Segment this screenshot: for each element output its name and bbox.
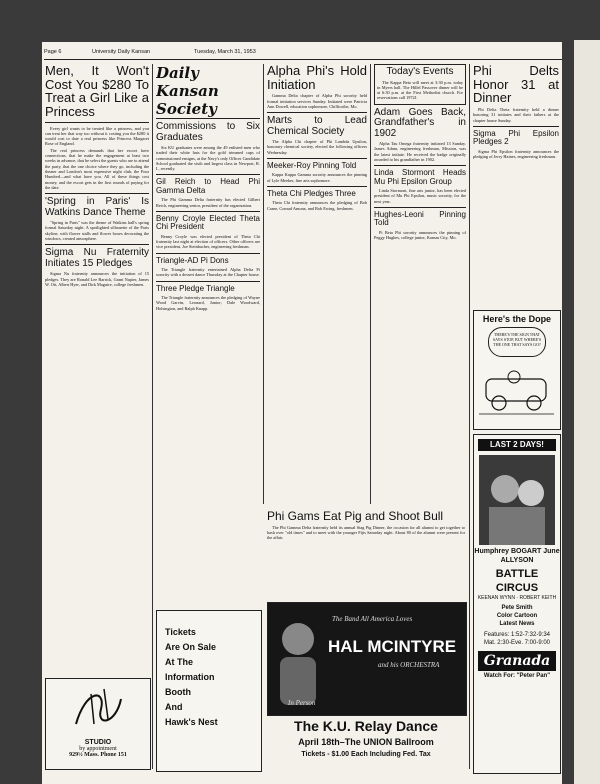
movie-stars: Humphrey BOGART June ALLYSON (474, 548, 560, 564)
column-3 (267, 64, 367, 504)
adam-headline: Adam Goes Back, Grandfather's in 1902 (374, 106, 466, 139)
extra-2: Color Cartoon (496, 613, 538, 619)
spring-headline: 'Spring in Paris' Is Watkins Dance Theme (45, 196, 149, 218)
in-person-label: In Person (288, 699, 316, 707)
hughes-body: Pi Beta Phi sorority announces the pinning of Peggy Hughes, college junior, Kansas City, Mo. (374, 229, 466, 241)
tickets-line-1: Tickets (165, 627, 196, 637)
three-pledge-body: The Triangle fraternity announces the pledging of Wayne Wood Garvin, Leonard, Junior; Dale Woodward, Holsington, and Ralph Knapp. (156, 294, 260, 311)
tickets-ad (156, 610, 262, 772)
newspaper-page (42, 42, 562, 784)
theater-name: Granada (478, 651, 556, 671)
reich-headline: Gil Reich to Head Phi Gamma Delta (156, 177, 260, 195)
page-number: Page 6 (44, 49, 62, 55)
theta-chi-headline: Theta Chi Pledges Three (267, 189, 356, 199)
relay-dance-date: April 18th–The UNION Ballroom (298, 737, 434, 747)
matinee-times: Mat. 2:30-Eve. 7:00-9:00 (483, 640, 551, 646)
tickets-line-2: Are On Sale (165, 642, 217, 652)
cartoon-speech-bubble: THERE'S THE SIGN THAT SAYS STOP, BUT WHERE'S THE ONE THAT SAYS GO? (488, 327, 546, 357)
last-days-banner: LAST 2 DAYS! (478, 439, 556, 451)
column-1 (45, 64, 149, 672)
meeker-headline: Meeker-Roy Pinning Told (267, 161, 357, 171)
column-4 (374, 64, 466, 504)
linda-body: Linda Stormont, fine arts junior, has been elected president of Mu Phi Epsilon, music sorority, for the next year. (374, 188, 466, 204)
studio-ad (45, 678, 151, 770)
events-box (374, 64, 466, 105)
commissions-headline: Commissions to Six Graduates (156, 121, 260, 143)
studio-address: 929½ Mass. Phone 151 (69, 752, 127, 758)
studio-logo-icon (46, 679, 150, 734)
alpha-phi-body: Gamma Delta chapter of Alpha Phi sorority held formal initiation services Sunday. Initiated were Patricia Ann Dowell, education sophomore, Chillicothe, Mo. (267, 93, 367, 109)
hal-name: HAL MCINTYRE (328, 637, 457, 656)
column-5 (473, 64, 559, 304)
events-headline: Today's Events (386, 66, 454, 77)
phi-delts-headline: Phi Delts Honor 31 at Dinner (473, 64, 559, 106)
relay-dance-banner (267, 718, 465, 770)
cartoon-title: Here's the Dope (482, 314, 552, 324)
alpha-phi-headline: Alpha Phi's Hold Initiation (267, 64, 367, 92)
society-column (156, 64, 260, 604)
croyle-body: Benny Croyle was elected president of Theta Chi fraternity last night at election of officers. Other officers are vice president, Joe Steinbacher, engineering freshman. (156, 233, 260, 250)
studio-name: STUDIO (84, 739, 112, 746)
hughes-headline: Hughes-Leoni Pinning Told (374, 210, 466, 228)
three-pledge-headline: Three Pledge Triangle (156, 283, 235, 293)
bandleader-photo-icon (274, 613, 322, 705)
extra-3: Latest News (499, 621, 535, 627)
reich-body: The Phi Gamma Delta fraternity has elected Gilbert Reich, engineering senior, president of the organization. (156, 197, 260, 208)
meeker-body: Kappa Kappa Gamma sorority announces the pinning of Lyle Meeker, fine arts sophomore. (267, 172, 367, 183)
movie-costars: KEENAN WYNN · ROBERT KEITH (477, 595, 557, 601)
marts-headline: Marts to Lead Chemical Society (267, 115, 367, 137)
tickets-line-5: Booth (165, 687, 191, 697)
phi-gams-story (267, 510, 465, 598)
watch-for: Watch For: "Peter Pan" (483, 673, 551, 679)
adam-body: Alpha Tau Omega fraternity initiated 13 Sunday. James Adam, engineering freshman, Mission, was the latest initiate. He received the badge originally awarded to his grandfather in 1902. (374, 141, 466, 163)
movie-title: BATTLE CIRCUS (495, 568, 539, 594)
page-header (44, 49, 562, 60)
sigma-nu-body: Sigma Nu fraternity announces the initiation of 15 pledges. They are Ronald Lee Barrick, Grant Napier, James W. Ott, Albert Hyer, and Dirk Maguire, college freshmen. (45, 271, 149, 287)
extra-1: Pete Smith (501, 605, 533, 611)
hal-orchestra: and his ORCHESTRA (378, 661, 440, 669)
triangle-headline: Triangle-AD Pi Dons (156, 255, 229, 265)
paper-name: University Daily Kansan (92, 49, 151, 55)
princess-para-2: The real princess demands that her escort have connections, that he make the engagement at least two weeks in advance, that he select the guests who are to attend the party, that the one choice where they go, including the theater and London's most expensive night club, the Four Hundred—and what have you. All of these things cost money, and the escort gets in the first rounds of paying for the date. (45, 147, 149, 190)
sigma-phi-body: Sigma Phi Epsilon fraternity announces the pledging of Jerry Haines, engineering freshman. (473, 148, 559, 159)
hal-tagline: The Band All America Loves (332, 615, 413, 623)
princess-para-1: Every girl wants to be treated like a princess, and you can treat her that way too without it costing you the $280 it would cost to date a real princess like Princess Margaret Rose of England. (45, 125, 149, 147)
features-times: Features: 1:52-7:32-9:34 (483, 632, 551, 638)
sigma-phi-headline: Sigma Phi Epsilon Pledges 2 (473, 128, 559, 147)
croyle-headline: Benny Croyle Elected Theta Chi President (156, 213, 260, 232)
society-masthead: Daily Kansan Society (156, 64, 260, 119)
tickets-line-4: Information (165, 672, 215, 682)
relay-dance-title: The K.U. Relay Dance (294, 718, 438, 734)
hal-mcintyre-ad (267, 602, 467, 716)
commissions-body: Six KU graduates were among the 49 enlisted men who traded their white hats for the gold trimmed caps of commissioned ensigns, at the Navy's only Officer Candidate School graduated the sixth and largest class in Newport, R. I., recently. (156, 145, 260, 172)
studio-appointment: by appointment (79, 746, 117, 752)
linda-headline: Linda Stormont Heads Mu Phi Epsilon Group (374, 168, 466, 186)
theta-chi-body: Theta Chi fraternity announces the pledging of Bob Crane, Conrad Amona, and Bob Ewing, freshmen. (267, 200, 367, 211)
movie-stars-photo-icon (479, 455, 555, 545)
cartoon-panel (473, 310, 561, 430)
battle-circus-ad (473, 434, 561, 774)
tickets-line-7: Hawk's Nest (165, 717, 218, 727)
triangle-body: The Triangle fraternity entertained Alpha Delta Pi sorority with a dessert dance Thursday at the Chapter house. (156, 266, 260, 278)
car-illustration-icon (474, 359, 560, 427)
events-body: The Kappa Beta will meet at 3:30 p.m. today in Myers hall. The Hillel Passover dinner will be at 6:30 p.m. at the First Methodist church. For reservations call 1972J. (377, 79, 463, 101)
phi-gams-body: The Phi Gamma Delta fraternity held its annual Stag Pig Dinner, the occasion for all alumni to get together to hash over "old times" and to meet with the younger Fijis Saturday night. About 80 of the alumni were present for the affair. (267, 524, 465, 541)
issue-date: Tuesday, March 31, 1953 (194, 49, 256, 55)
tickets-line-6: And (165, 702, 183, 712)
adjacent-page-edge (574, 40, 600, 784)
phi-delts-body: Phi Delta Theta fraternity held a dinner honoring 31 initiates and their fathers at the chapter house Sunday. (473, 106, 559, 123)
spring-body: "Spring in Paris" was the theme of Watkins hall's spring formal Saturday night. A spotlighted silhouette of the Paris skyline, with flower stalls and flower boxes decorating the windows, created atmosphere. (45, 220, 149, 242)
marts-body: The Alpha Chi chapter of Phi Lambda Upsilon, honorary chemical society, elected the following officers Wednesday. (267, 139, 367, 155)
phi-gams-headline: Phi Gams Eat Pig and Shoot Bull (267, 510, 444, 523)
tickets-line-3: At The (165, 657, 193, 667)
relay-dance-tickets: Tickets - $1.00 Each Including Fed. Tax (301, 751, 431, 758)
princess-headline: Men, It Won't Cost You $280 To Treat a Girl Like a Princess (45, 64, 149, 119)
sigma-nu-headline: Sigma Nu Fraternity Initiates 15 Pledges (45, 247, 149, 269)
